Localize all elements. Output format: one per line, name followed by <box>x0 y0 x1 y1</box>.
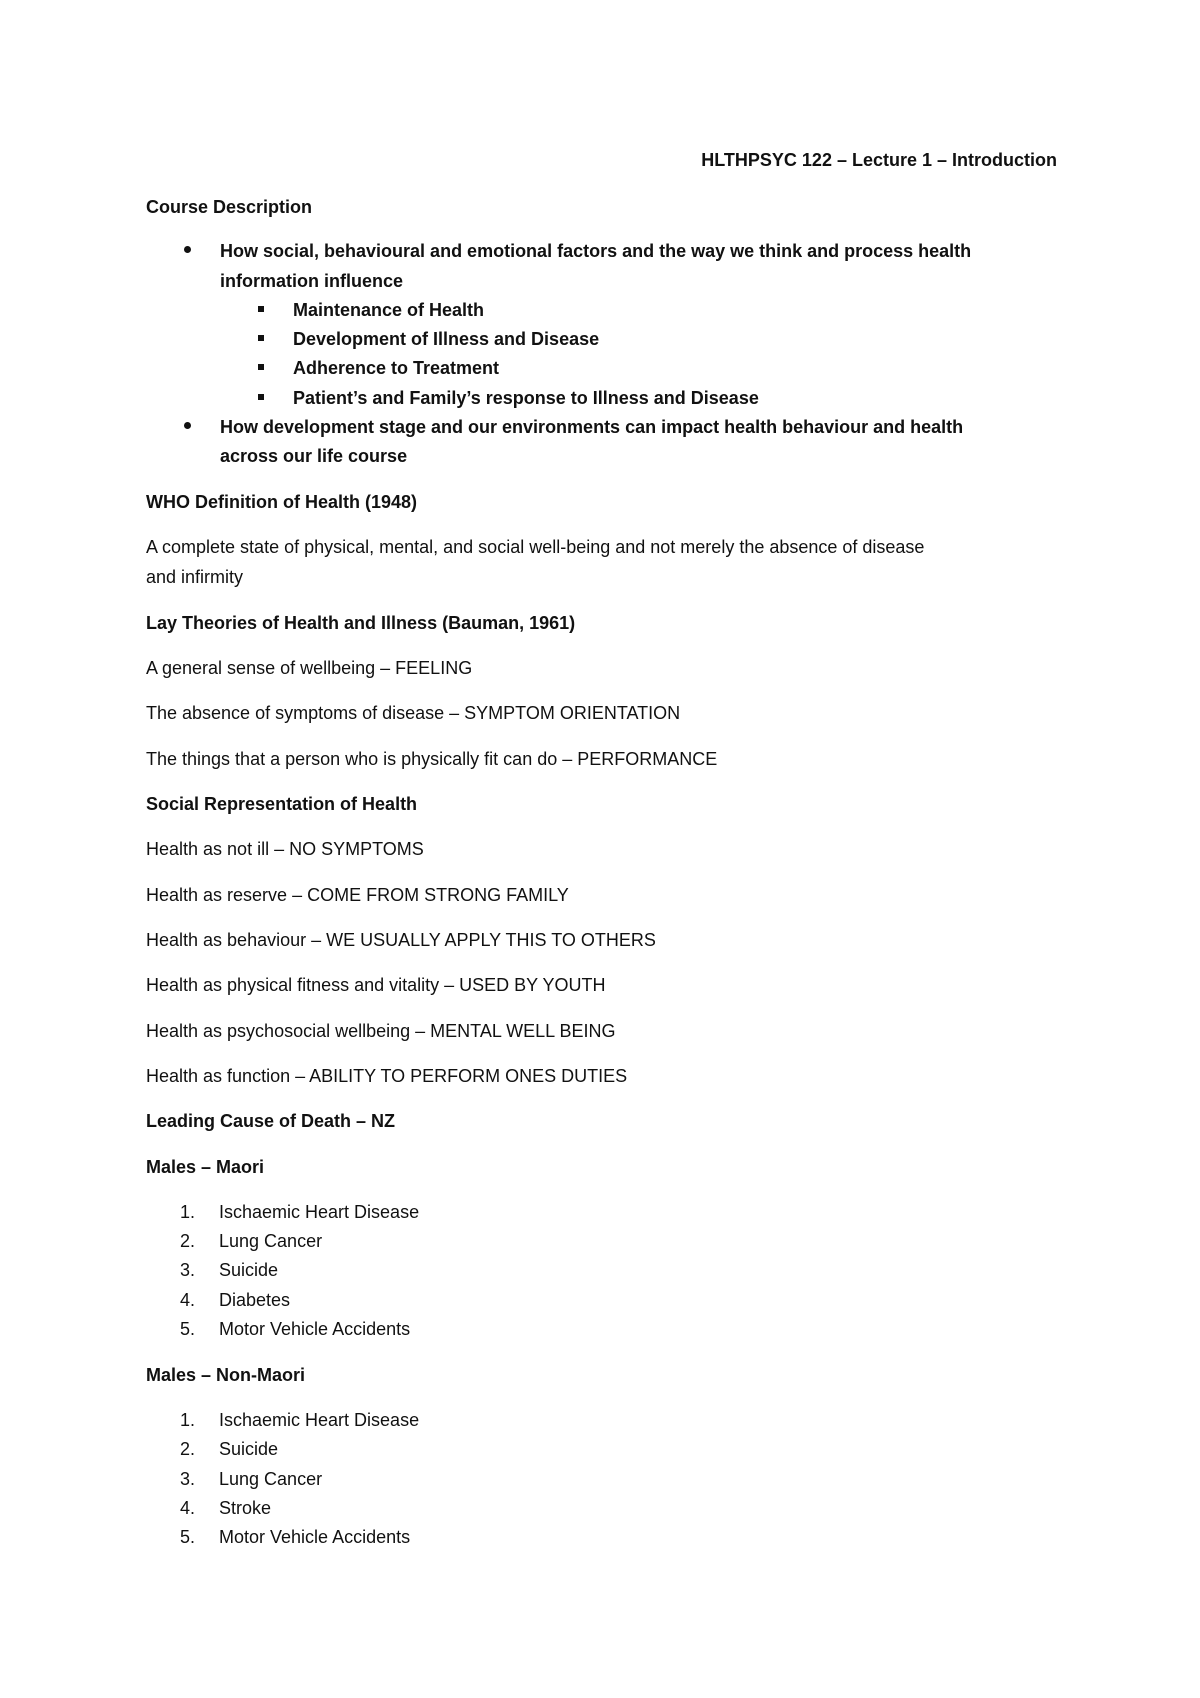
list-item: Ischaemic Heart Disease <box>219 1410 420 1430</box>
bullet-icon <box>184 422 191 429</box>
course-description-heading: Course Description <box>146 197 313 217</box>
males-maori-heading: Males – Maori <box>146 1157 265 1177</box>
social-representation-item: Health as physical fitness and vitality – USED BY YOUTH <box>146 975 606 995</box>
list-item: Diabetes <box>219 1290 291 1310</box>
social-representation-item: Health as not ill – NO SYMPTOMS <box>146 839 424 859</box>
list-item: Motor Vehicle Accidents <box>219 1319 411 1339</box>
social-representation-item: Health as psychosocial wellbeing – MENTAL WELL BEING <box>146 1021 616 1041</box>
list-item: Stroke <box>219 1498 272 1518</box>
lay-theory-item: The absence of symptoms of disease – SYMPTOM ORIENTATION <box>146 703 681 723</box>
square-bullet-icon <box>258 306 264 312</box>
who-definition-line-2: and infirmity <box>146 567 244 587</box>
sub-item: Adherence to Treatment <box>293 358 500 378</box>
social-representation-item: Health as function – ABILITY TO PERFORM ONES DUTIES <box>146 1066 628 1086</box>
lay-theory-item: A general sense of wellbeing – FEELING <box>146 658 473 678</box>
leading-cause-heading: Leading Cause of Death – NZ <box>146 1111 396 1131</box>
social-representation-item: Health as behaviour – WE USUALLY APPLY THIS TO OTHERS <box>146 930 656 950</box>
males-non-maori-heading: Males – Non-Maori <box>146 1365 306 1385</box>
list-item: Ischaemic Heart Disease <box>219 1202 420 1222</box>
square-bullet-icon <box>258 335 264 341</box>
sub-item: Maintenance of Health <box>293 300 485 320</box>
course-bullet-1-line-2: information influence <box>220 271 404 291</box>
course-bullet-2-line-2: across our life course <box>220 446 408 466</box>
list-item: Motor Vehicle Accidents <box>219 1527 411 1547</box>
sub-item: Development of Illness and Disease <box>293 329 600 349</box>
list-number: 5. <box>180 1527 196 1547</box>
list-number: 5. <box>180 1319 196 1339</box>
square-bullet-icon <box>258 364 264 370</box>
bullet-icon <box>184 246 191 253</box>
list-number: 4. <box>180 1290 196 1310</box>
list-number: 4. <box>180 1498 196 1518</box>
lecture-title: HLTHPSYC 122 – Lecture 1 – Introduction <box>701 150 1057 170</box>
lay-theories-heading: Lay Theories of Health and Illness (Bauman, 1961) <box>146 613 576 633</box>
list-item: Lung Cancer <box>219 1469 323 1489</box>
list-number: 1. <box>180 1410 196 1430</box>
course-bullet-2-line-1: How development stage and our environments can impact health behaviour and health <box>220 417 964 437</box>
list-number: 3. <box>180 1260 196 1280</box>
who-definition-heading: WHO Definition of Health (1948) <box>146 492 418 512</box>
list-number: 2. <box>180 1231 196 1251</box>
course-bullet-1-line-1: How social, behavioural and emotional factors and the way we think and process health <box>220 241 972 261</box>
social-representation-item: Health as reserve – COME FROM STRONG FAMILY <box>146 885 569 905</box>
who-definition-line-1: A complete state of physical, mental, and social well-being and not merely the absence of disease <box>146 537 925 557</box>
square-bullet-icon <box>258 394 264 400</box>
list-number: 1. <box>180 1202 196 1222</box>
sub-item: Patient’s and Family’s response to Illness and Disease <box>293 388 759 408</box>
lay-theory-item: The things that a person who is physically fit can do – PERFORMANCE <box>146 749 718 769</box>
list-number: 2. <box>180 1439 196 1459</box>
list-number: 3. <box>180 1469 196 1489</box>
list-item: Suicide <box>219 1439 279 1459</box>
social-representation-heading: Social Representation of Health <box>146 794 418 814</box>
list-item: Lung Cancer <box>219 1231 323 1251</box>
list-item: Suicide <box>219 1260 279 1280</box>
